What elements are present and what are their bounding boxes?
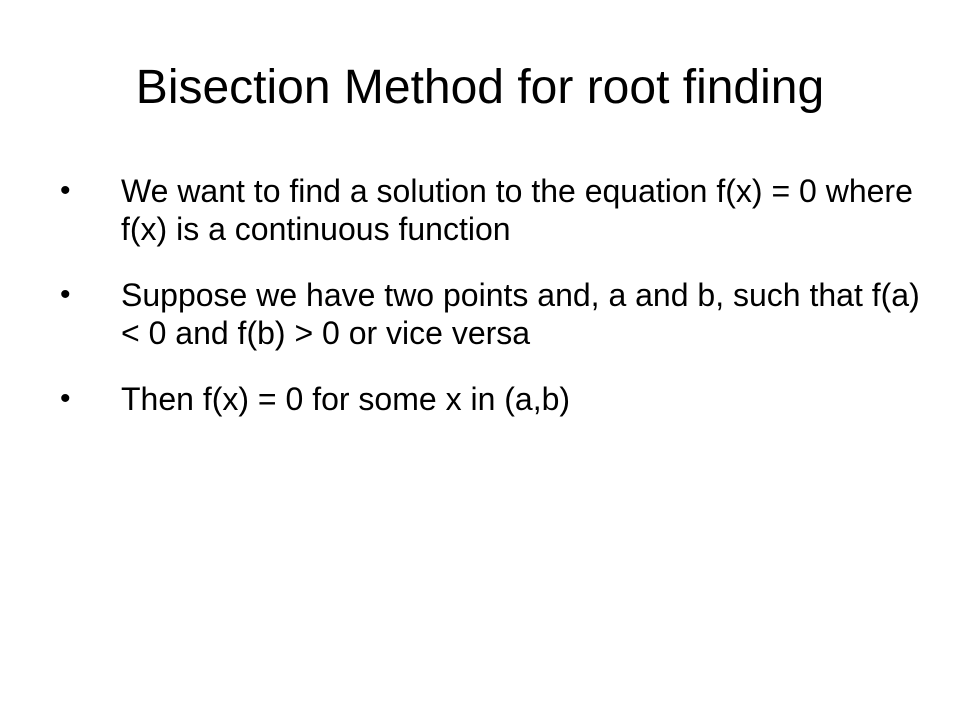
bullet-text: We want to find a solution to the equation f(x) = 0 where f(x) is a continuous function	[121, 173, 913, 247]
bullet-item	[60, 172, 920, 248]
bullet-text: Suppose we have two points and, a and b, such that f(a) < 0 and f(b) > 0 or vice versa	[121, 277, 920, 351]
bullet-item	[60, 276, 920, 352]
bullet-icon: •	[60, 382, 71, 415]
bullet-item	[60, 380, 920, 418]
slide-title: Bisection Method for root finding	[135, 61, 825, 114]
bullet-icon: •	[60, 174, 71, 207]
bullet-icon: •	[60, 278, 71, 311]
bullet-text: Then f(x) = 0 for some x in (a,b)	[121, 381, 571, 417]
bullet-list	[60, 172, 920, 446]
